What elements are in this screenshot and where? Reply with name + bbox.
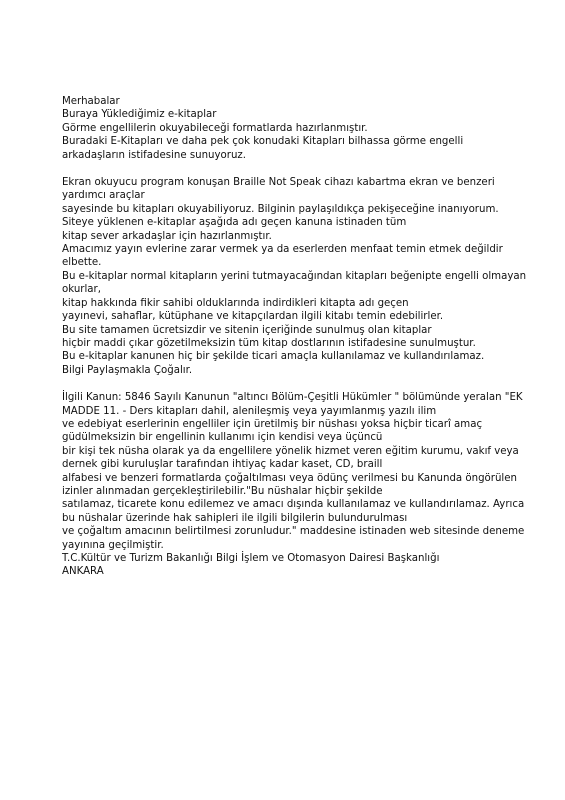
- paragraph-gap: [62, 377, 512, 391]
- text-line: dernek gibi kuruluşlar tarafından ihtiyaç kadar kaset, CD, braill: [62, 459, 383, 471]
- text-line: hiçbir maddi çıkar gözetilmeksizin tüm kitap dostlarının istifadesine sunulmuştur.: [62, 337, 476, 349]
- text-line: Buraya Yüklediğimiz e-kitaplar: [62, 109, 217, 121]
- intro-paragraph: [62, 95, 512, 162]
- text-line: Bu e-kitaplar normal kitapların yerini tutmayacağından kitapları beğenipte engelli olmayan: [62, 270, 527, 282]
- text-line: satılamaz, ticarete konu edilemez ve amacı dışında kullanılamaz ve kullandırılamaz. Ayrıca: [62, 499, 525, 511]
- law-paragraph: [62, 391, 525, 579]
- document-text: [62, 95, 527, 579]
- text-line: İlgili Kanun: 5846 Sayılı Kanunun "altıncı Bölüm-Çeşitli Hükümler " bölümünde yeralan "EK: [62, 392, 523, 404]
- text-line: Bilgi Paylaşmakla Çoğalır.: [62, 364, 193, 376]
- text-line: bu nüshalar üzerinde hak sahipleri ile ilgili bilgilerin bulundurulması: [62, 512, 408, 524]
- text-line: sayesinde bu kitapları okuyabiliyoruz. Bilginin paylaşıldıkça pekişeceğine inanıyorum.: [62, 203, 499, 215]
- text-line: alfabesi ve benzeri formatlarda çoğaltılması veya ödünç verilmesi bu Kanunda öngörülen: [62, 472, 517, 484]
- text-line: bir kişi tek nüsha olarak ya da engellilere yönelik hizmet veren eğitim kurumu, vakıf veya: [62, 445, 519, 457]
- text-line: ve edebiyat eserlerinin engelliler için üretilmiş bir nüshası yoksa hiçbir ticarî amaç: [62, 418, 483, 430]
- text-line: Siteye yüklenen e-kitaplar aşağıda adı geçen kanuna istinaden tüm: [62, 217, 407, 229]
- text-line: kitap hakkında fikir sahibi olduklarında indirdikleri kitapta adı geçen: [62, 297, 409, 309]
- text-line: arkadaşların istifadesine sunuyoruz.: [62, 149, 246, 161]
- text-line: yayınına geçilmiştir.: [62, 539, 164, 551]
- text-line: Buradaki E-Kitapları ve daha pek çok konudaki Kitapları bilhassa görme engelli: [62, 136, 464, 148]
- text-line: Ekran okuyucu program konuşan Braille Not Speak cihazı kabartma ekran ve benzeri: [62, 177, 495, 189]
- text-line: yardımcı araçlar: [62, 190, 145, 202]
- text-line: elbette.: [62, 257, 102, 269]
- text-line: Bu e-kitaplar kanunen hiç bir şekilde ticari amaçla kullanılamaz ve kullandırılamaz.: [62, 351, 485, 363]
- paragraph-gap: [62, 162, 512, 176]
- text-line: güdülmeksizin bir engellinin kullanımı için kendisi veya üçüncü: [62, 432, 383, 444]
- text-line: Görme engellilerin okuyabileceği formatlarda hazırlanmıştır.: [62, 122, 368, 134]
- text-line: okurlar,: [62, 284, 101, 296]
- text-line: ve çoğaltım amacının belirtilmesi zorunludur." maddesine istinaden web sitesinde deneme: [62, 526, 525, 538]
- greeting-line: Merhabalar: [62, 96, 120, 107]
- text-line: Amacımız yayın evlerine zarar vermek ya da eserlerden menfaat temin etmek değildir: [62, 244, 503, 256]
- ministry-line: T.C.Kültür ve Turizm Bakanlığı Bilgi İşlem ve Otomasyon Dairesi Başkanlığı: [62, 553, 440, 564]
- text-line: yayınevi, sahaflar, kütüphane ve kitapçılardan ilgili kitabı temin edebilirler.: [62, 311, 444, 323]
- text-line: kitap sever arkadaşlar için hazırlanmıştır.: [62, 230, 272, 242]
- text-line: izinler alınmadan gerçekleştirilebilir."Bu nüshalar hiçbir şekilde: [62, 485, 383, 497]
- text-line: Bu site tamamen ücretsizdir ve sitenin içeriğinde sunulmuş olan kitaplar: [62, 324, 432, 336]
- body-paragraph: [62, 176, 527, 377]
- text-line: MADDE 11. - Ders kitapları dahil, alenileşmiş veya yayımlanmış yazılı ilim: [62, 405, 437, 417]
- city-line: ANKARA: [62, 566, 104, 578]
